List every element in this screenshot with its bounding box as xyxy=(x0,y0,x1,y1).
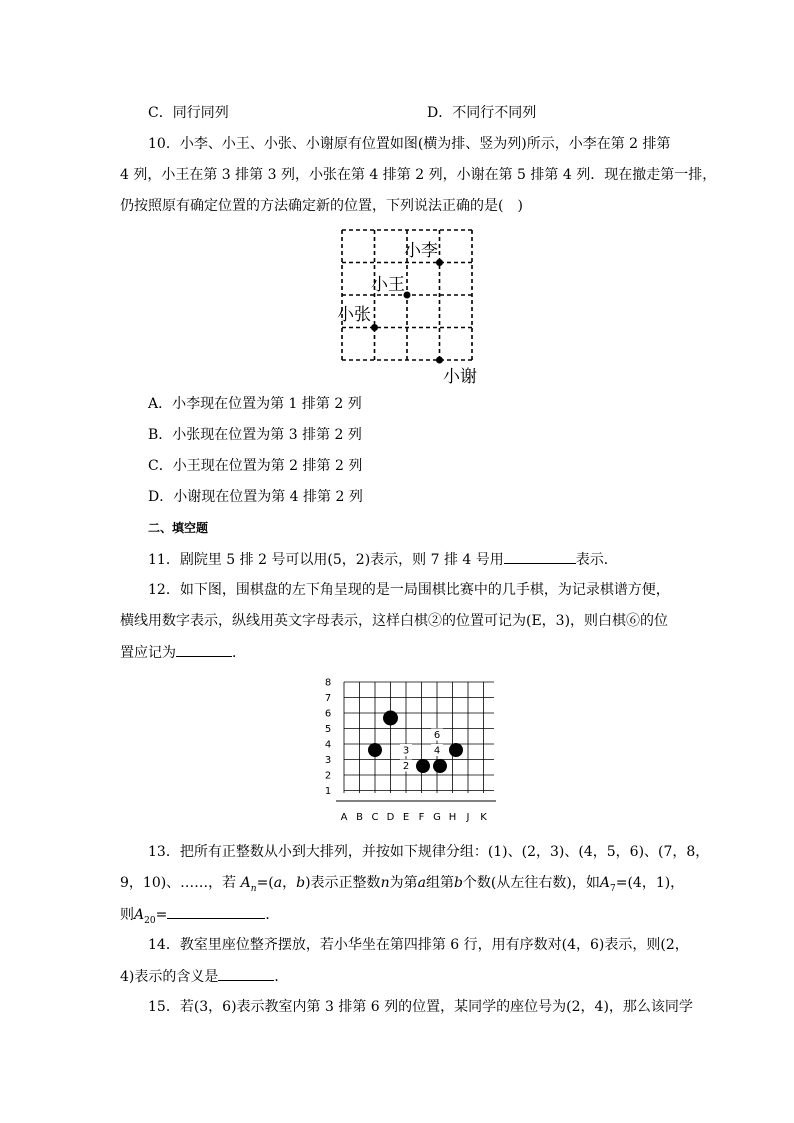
col-label: B xyxy=(356,812,363,823)
q10-option-c: C．小王现在位置为第 2 排第 2 列 xyxy=(148,458,363,474)
row-label: 2 xyxy=(324,770,332,782)
var-b: b xyxy=(453,875,463,891)
q10-option-d: D．小谢现在位置为第 4 排第 2 列 xyxy=(148,489,363,505)
q12-text-end: ． xyxy=(232,645,246,661)
label-xiao-li: 小李 xyxy=(404,241,438,261)
row-label: 4 xyxy=(324,739,332,751)
seat-dot-xie xyxy=(436,357,443,364)
go-board-figure xyxy=(318,674,502,826)
q12-line3 xyxy=(120,642,246,663)
col-label: E xyxy=(402,812,410,823)
q14-text: 4)表示的含义是 xyxy=(120,969,219,985)
q13-text: 则 xyxy=(120,907,134,923)
q15-line1: 15．若(3，6)表示教室内第 3 排第 6 列的位置，某同学的座位号为(2，4)，那么该同学 xyxy=(148,999,693,1015)
answer-blank xyxy=(504,549,576,564)
black-stone xyxy=(383,711,398,726)
q13-text: =( xyxy=(256,875,274,891)
q13-text: =(4，1)， xyxy=(615,875,685,891)
q13-text: = xyxy=(155,907,168,923)
q10-line1: 10．小李、小王、小张、小谢原有位置如图(横为排、竖为列)所示，小李在第 2 排第 xyxy=(148,136,671,152)
go-board-grid xyxy=(344,682,494,793)
var-n: n xyxy=(380,875,390,891)
q13-text: 9，10)、……，若 xyxy=(120,875,241,891)
q14-line1: 14．教室里座位整齐摆放，若小华坐在第四排第 6 行，用有序数对(4，6)表示，则(2， xyxy=(148,937,689,953)
section-title: 二、填空题 xyxy=(148,521,209,535)
col-label: A xyxy=(340,812,348,823)
q13-text: 个数(从左往右数)，如 xyxy=(462,875,600,891)
seat-grid-figure xyxy=(330,222,490,388)
var-a-upper: A xyxy=(240,875,251,891)
col-label: C xyxy=(371,812,379,823)
white-stone-2: 2 xyxy=(402,761,410,772)
black-stone xyxy=(433,759,447,773)
var-n-sub: n xyxy=(250,883,257,894)
q10-option-a: A．小李现在位置为第 1 排第 2 列 xyxy=(148,396,362,412)
row-label: 6 xyxy=(324,708,332,720)
q9-option-d: D．不同行不同列 xyxy=(427,105,537,121)
black-stone xyxy=(368,743,382,757)
row-label: 3 xyxy=(324,755,332,766)
q10-line2: 4 列，小王在第 3 排第 3 列，小张在第 4 排第 2 列，小谢在第 5 排第 4 列．现在撤走第一排， xyxy=(120,167,717,183)
white-stone-6: 6 xyxy=(433,730,441,741)
col-label: F xyxy=(418,812,425,823)
sub-7: 7 xyxy=(609,883,616,894)
q11-text-end: 表示． xyxy=(575,552,618,568)
q11-text: 11．剧院里 5 排 2 号可以用(5，2)表示，则 7 排 4 号用 xyxy=(148,552,504,568)
q13-line2 xyxy=(120,873,684,899)
col-label: D xyxy=(386,812,395,823)
row-label: 5 xyxy=(324,724,332,735)
answer-blank xyxy=(218,966,274,981)
answer-blank xyxy=(176,642,232,657)
q12-text: 置应记为 xyxy=(120,645,176,661)
q13-comma: ， xyxy=(282,875,297,891)
var-a: a xyxy=(417,875,426,891)
q12-line1: 12．如下图，围棋盘的左下角呈现的是一局围棋比赛中的几手棋，为记录棋谱方便， xyxy=(148,582,670,598)
seat-dot-zhang xyxy=(371,324,378,331)
q14-text-end: ． xyxy=(274,969,289,985)
row-label: 1 xyxy=(324,786,332,797)
q11-line xyxy=(148,549,618,570)
white-stone-3: 3 xyxy=(402,745,410,757)
var-a-upper: A xyxy=(599,875,610,891)
q14-line2 xyxy=(120,966,288,987)
col-label: H xyxy=(448,812,457,823)
col-label: K xyxy=(480,812,487,823)
black-stone xyxy=(449,743,463,757)
var-b: b xyxy=(296,875,306,891)
q12-line2: 横线用数字表示，纵线用英文字母表示，这样白棋②的位置可记为(E，3)，则白棋⑥的位 xyxy=(120,613,669,629)
black-stone xyxy=(416,759,430,773)
var-a-upper: A xyxy=(134,907,145,923)
q13-text: )表示正整数 xyxy=(305,875,381,891)
col-label: G xyxy=(433,812,441,823)
q13-text: 为第 xyxy=(389,875,418,891)
q10-line3: 仍按照原有确定位置的方法确定新的位置，下列说法正确的是( ) xyxy=(120,198,523,214)
q13-line3 xyxy=(120,904,279,931)
white-stone-4: 4 xyxy=(433,745,441,757)
var-a: a xyxy=(273,875,283,891)
label-xiao-zhang: 小张 xyxy=(337,305,371,325)
q13-line1: 13．把所有正整数从小到大排列，并按如下规律分组：(1)、(2，3)、(4，5，6)、(7，8， xyxy=(148,844,710,860)
sub-20: 20 xyxy=(144,915,156,926)
answer-blank xyxy=(167,904,265,919)
label-xiao-wang: 小王 xyxy=(371,275,405,295)
col-label: J xyxy=(466,812,470,823)
q13-text-end: ． xyxy=(265,907,280,923)
row-label: 7 xyxy=(324,693,332,704)
q13-text: 组第 xyxy=(425,875,454,891)
row-label: 8 xyxy=(324,677,332,689)
label-xiao-xie: 小谢 xyxy=(443,367,477,387)
q9-option-c: C．同行同列 xyxy=(148,105,229,121)
q10-option-b: B．小张现在位置为第 3 排第 2 列 xyxy=(148,427,362,443)
